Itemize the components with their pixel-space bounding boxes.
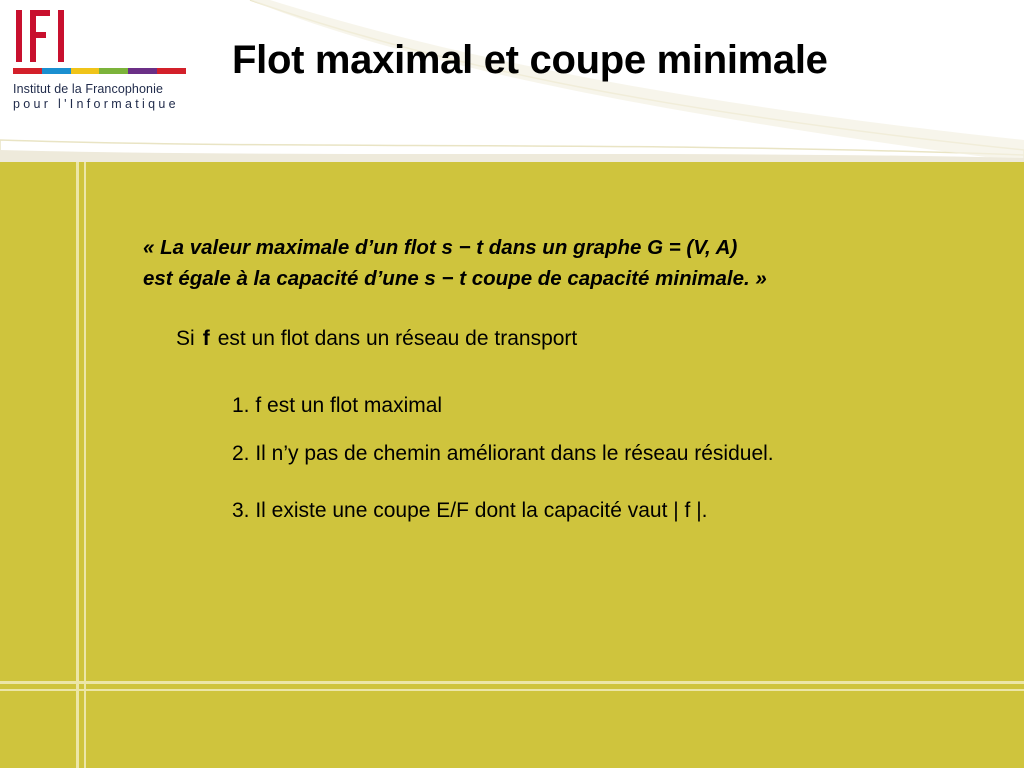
- intro-suffix: est un flot dans un réseau de transport: [217, 327, 578, 350]
- logo-text-line2: pour l'Informatique: [13, 97, 179, 111]
- logo-color-stripe: [13, 68, 186, 74]
- quote-line-2: est égale à la capacité d’une s − t coupe de capacité minimale. »: [143, 267, 767, 290]
- slide-title: Flot maximal et coupe minimale: [232, 38, 828, 82]
- theorem-quote: [143, 232, 767, 294]
- intro-prefix: Si: [176, 327, 195, 350]
- decorative-vertical-line: [84, 162, 86, 768]
- logo-mark-icon: [14, 10, 70, 66]
- ifi-logo: [6, 6, 190, 112]
- list-item: 2. Il n’y pas de chemin améliorant dans le réseau résiduel.: [232, 442, 774, 465]
- decorative-horizontal-line: [0, 681, 1024, 684]
- intro-sentence: [176, 327, 577, 351]
- decorative-horizontal-line: [0, 689, 1024, 691]
- quote-line-1: « La valeur maximale d’un flot s − t dans un graphe G = (V, A): [143, 236, 738, 259]
- list-item: 1. f est un flot maximal: [232, 394, 443, 417]
- list-item: 3. Il existe une coupe E/F dont la capacité vaut | f |.: [232, 499, 708, 522]
- decorative-vertical-line: [76, 162, 79, 768]
- intro-variable: f: [202, 327, 210, 350]
- header: [0, 0, 1024, 162]
- logo-text-line1: Institut de la Francophonie: [13, 82, 164, 96]
